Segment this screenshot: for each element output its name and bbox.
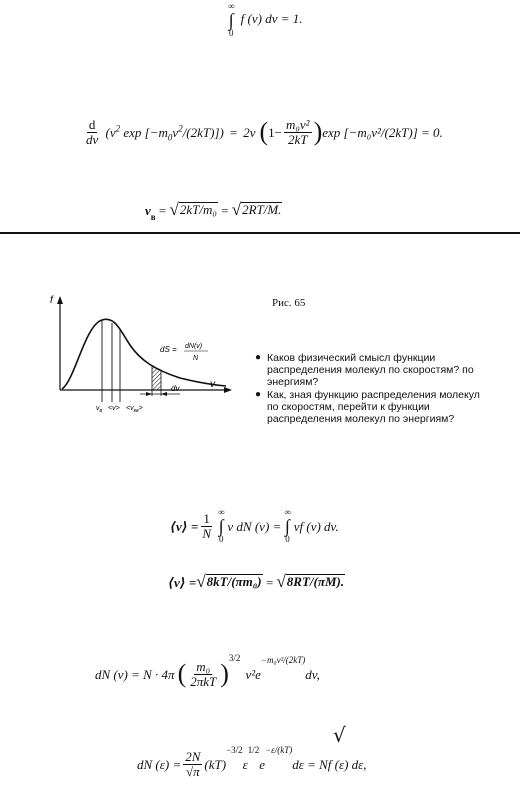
dS-denominator: N — [193, 355, 199, 362]
fraction-1-N: $\frac{1}{N}$ — [202, 510, 211, 541]
axis-label-f: f — [50, 295, 53, 306]
axis-label-v: v — [210, 379, 215, 390]
sqrt-2kT-m0: √ 2kT/m₀ — [169, 200, 217, 219]
sqrt-2RT-M: √ 2RT/M. — [231, 200, 282, 219]
sqrt-8kT: √ 8kT/(πm₀) — [196, 572, 262, 591]
handwritten-check-mark: √ — [333, 723, 346, 747]
review-questions — [255, 352, 490, 426]
equation-dN-epsilon: dN (ε) = $\frac{2N}{√\pi}$ (kT) −3/2 ε 1/2 e −ε/(kT) dε = Nf (ε) dε, — [137, 745, 367, 779]
equation-mean-speed-integral: ⟨v⟩ = $\frac{1}{N}$ ∞ ∫ 0 v dN (v) = ∞ ∫ 0 vf (v) dv. — [170, 507, 339, 544]
dS-label: dS = — [160, 345, 177, 354]
equation-body: f (v) dv = 1. — [240, 10, 303, 26]
question-item: ● Как, зная функцию распределения молекул по скоростям, перейти к функции распределения молекул по энергиям? — [255, 389, 480, 425]
tick-label-mean: <v> — [108, 405, 120, 412]
derivative-operator: $\frac{d}{dv}$ — [86, 117, 99, 147]
figure-caption: Рис. 65 — [272, 297, 306, 309]
bullet-icon: ● — [255, 389, 262, 400]
equation-derivative: $\frac{d}{dv}$ ($v^2$ $\exp [-m_0v^2/(2kT)]$) = 2v ( 1− $\frac{\text{m₀v²}}{2kT}$ ) exp [−m₀v²/(2kT)] = 0. — [86, 117, 443, 147]
integral-sign: ∞ ∫ 0 — [217, 507, 225, 544]
y-axis-arrow-icon — [57, 296, 63, 304]
equation-normalization — [225, 2, 303, 38]
integral-sign: ∞ ∫ 0 — [284, 507, 291, 544]
tick-label-rms: $<v_{кв}>$ — [126, 405, 143, 414]
fraction-m0v2-2kT: $\frac{\text{m₀v²}}{2kT}$ — [286, 117, 310, 147]
distribution-curve — [62, 319, 226, 389]
maxwell-distribution-figure — [40, 290, 240, 420]
equation-mean-speed: ⟨v⟩ = √ 8kT/(πm₀) = √ 8RT/(πM). — [168, 572, 345, 591]
fraction-m0-2pikT: $\frac{\text{m₀}}{\text{2πkT}}$ — [190, 659, 217, 689]
x-axis-arrow-icon — [224, 387, 232, 393]
equation-dN-v: dN (v) = N · 4π ( $\frac{\text{m₀}}{\text{2πkT}}$ ) 3/2 v²e −m₀v²/(2kT) dv, — [95, 653, 320, 689]
integral-sign: ∞ ∫ 0 — [228, 1, 235, 38]
dv-label: dv — [171, 384, 180, 393]
equation-most-probable-speed: v в = √ 2kT/m₀ = √ 2RT/M. — [145, 200, 282, 222]
tick-label-vb: $v_в$ — [96, 405, 103, 414]
fraction-2N-sqrtpi: $\frac{2N}{√\pi}$ — [185, 749, 201, 779]
dv-arrow-right-icon — [161, 392, 167, 396]
sqrt-8RT: √ 8RT/(πM). — [276, 572, 345, 591]
section-divider — [0, 232, 520, 234]
dv-arrow-left-icon — [146, 392, 152, 396]
bullet-icon: ● — [255, 352, 262, 363]
question-item: ● Каков физический смысл функции распределения молекул по скоростям? по энергиям? — [255, 352, 474, 388]
dS-numerator: dN(v) — [185, 343, 203, 350]
